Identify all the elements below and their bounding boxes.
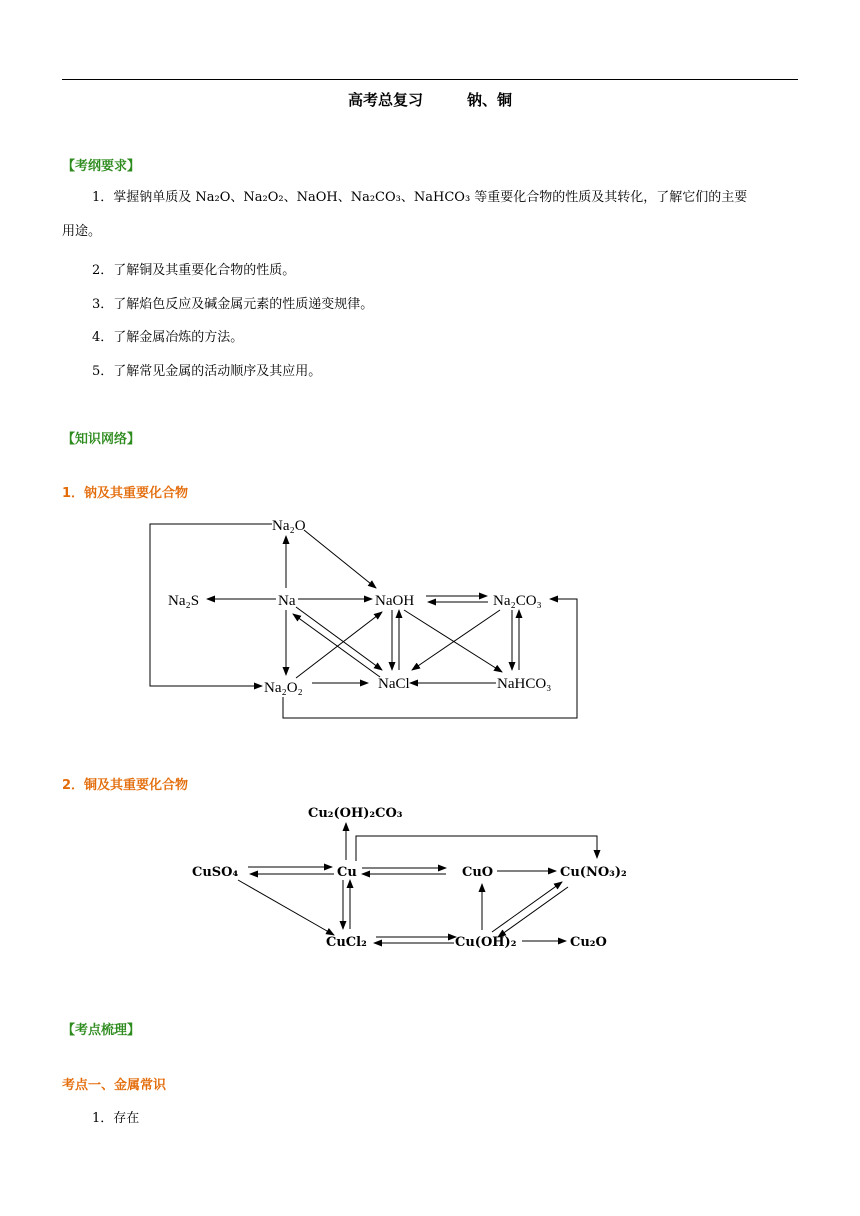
node-cu: Cu bbox=[337, 865, 357, 880]
node-nacl: NaCl bbox=[378, 676, 410, 692]
requirements-heading: 【考纲要求】 bbox=[62, 159, 141, 174]
requirement-item-1: 1．掌握钠单质及 Na₂O、Na₂O₂、NaOH、Na₂CO₃、NaHCO₃ 等重要化合物的性质及其转化，了解它们的主要 用途。 bbox=[62, 190, 748, 239]
copper-subheading: 2．铜及其重要化合物 bbox=[62, 778, 189, 793]
points-heading: 【考点梳理】 bbox=[62, 1023, 141, 1038]
node-naoh: NaOH bbox=[375, 593, 415, 609]
node-cuoh2: Cu(OH)₂ bbox=[455, 935, 517, 950]
network-heading: 【知识网络】 bbox=[62, 432, 141, 447]
requirement-item-3: 3．了解焰色反应及碱金属元素的性质递变规律。 bbox=[92, 297, 374, 312]
point-one-item-1: 1．存在 bbox=[92, 1111, 140, 1126]
node-cuno32: Cu(NO₃)₂ bbox=[560, 865, 627, 880]
requirement-item-5: 5．了解常见金属的活动顺序及其应用。 bbox=[92, 364, 322, 379]
node-nahco3: NaHCO₃ bbox=[497, 676, 552, 692]
node-cucl2: CuCl₂ bbox=[326, 935, 367, 950]
node-na2s: Na₂S bbox=[168, 593, 200, 609]
node-na2o2: Na₂O₂ bbox=[264, 680, 303, 696]
node-na: Na bbox=[278, 593, 296, 609]
node-na2co3: Na₂CO₃ bbox=[493, 593, 542, 609]
requirement-item-4: 4．了解金属冶炼的方法。 bbox=[92, 330, 244, 345]
node-na2o: Na₂O bbox=[272, 518, 306, 534]
point-one-subheading: 考点一、金属常识 bbox=[62, 1078, 167, 1093]
node-cuo: CuO bbox=[462, 865, 494, 880]
sodium-subheading: 1．钠及其重要化合物 bbox=[62, 486, 189, 501]
node-cu2oh2co3: Cu₂(OH)₂CO₃ bbox=[308, 806, 403, 821]
requirement-item-2: 2．了解铜及其重要化合物的性质。 bbox=[92, 263, 296, 278]
node-cu2o: Cu₂O bbox=[570, 935, 607, 950]
node-cuso4: CuSO₄ bbox=[192, 865, 239, 880]
page-title: 高考总复习 钠、铜 bbox=[347, 91, 513, 109]
